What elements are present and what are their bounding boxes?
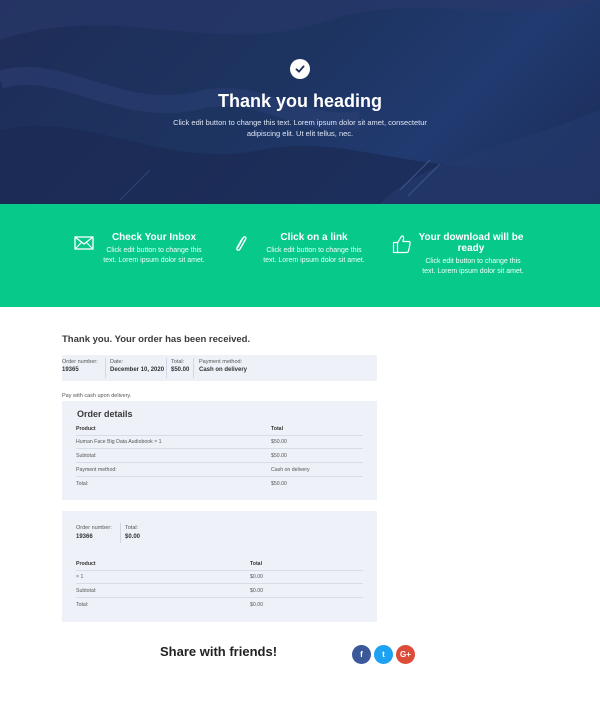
share-heading: Share with friends!: [160, 644, 278, 659]
order-number-value: 19365: [62, 367, 79, 373]
facebook-icon: f: [360, 650, 363, 659]
order-date-cell: [110, 359, 164, 378]
divider: [105, 358, 106, 378]
row-value: $50.00: [271, 439, 287, 445]
order-date-value: December 10, 2020: [110, 367, 165, 373]
order-summary-bar: [62, 355, 377, 381]
table-row: [76, 478, 363, 491]
order-details-panel: [62, 401, 377, 500]
order-number-label: Order number:: [76, 525, 112, 531]
row-value: $50.00: [271, 481, 287, 487]
order-total-cell: [125, 524, 140, 542]
row-value: Cash on delivery: [271, 467, 310, 473]
row-label[interactable]: Human Face Big Data Audiobook × 1: [76, 439, 162, 445]
row-value: $0.00: [250, 588, 263, 594]
column-header-total: Total: [250, 561, 263, 567]
checkmark-icon: [290, 59, 310, 79]
order-number-cell: [76, 524, 112, 542]
thumbs-up-icon: [392, 234, 412, 254]
payment-method-label: Payment method:: [199, 359, 243, 365]
hero-heading: Thank you heading: [217, 91, 382, 111]
row-value: $50.00: [271, 453, 287, 459]
row-value: $0.00: [250, 602, 263, 608]
feature-title: Your download will be ready: [418, 232, 524, 254]
order-total-label: Total:: [171, 359, 185, 365]
facebook-share-button[interactable]: [352, 645, 371, 664]
table-row: [76, 571, 363, 584]
feature-title: Check Your Inbox: [111, 232, 197, 243]
column-header-product: Product: [76, 426, 96, 432]
hero-section: [0, 0, 600, 204]
order-received-heading: Thank you. Your order has been received.: [62, 334, 251, 345]
table-header-row: [76, 423, 363, 436]
features-band: [0, 204, 600, 307]
column-header-total: Total: [271, 426, 284, 432]
google-plus-share-button[interactable]: [396, 645, 415, 664]
order-number-value: 19366: [76, 534, 93, 540]
divider: [193, 358, 194, 378]
twitter-share-button[interactable]: [374, 645, 393, 664]
order-date-label: Date:: [110, 359, 124, 365]
feature-text: Click edit button to change this text. Lorem ipsum dolor sit amet.: [263, 247, 365, 264]
row-label: × 1: [76, 574, 84, 580]
order-details-title: Order details: [77, 409, 133, 419]
hero-text: Click edit button to change this text. Lorem ipsum dolor sit amet, consectetur adipiscing elit. Ut elit tellus, nec.: [173, 118, 427, 138]
table-row: [76, 450, 363, 463]
order-total-cell: [171, 359, 189, 378]
row-label: Payment method:: [76, 467, 117, 473]
table-header-row: [76, 558, 363, 571]
payment-note: Pay with cash upon delivery.: [62, 393, 132, 399]
divider: [166, 358, 167, 378]
twitter-icon: t: [382, 650, 385, 659]
row-value: $0.00: [250, 574, 263, 580]
payment-method-cell: [199, 359, 247, 378]
row-label: Subtotal:: [76, 453, 97, 459]
feature-title: Click on a link: [280, 232, 348, 243]
feature-text: Click edit button to change this text. Lorem ipsum dolor sit amet.: [422, 258, 524, 275]
order-number-label: Order number:: [62, 359, 98, 365]
row-label: Total:: [76, 602, 89, 608]
row-label: Total:: [76, 481, 89, 487]
table-row: [76, 464, 363, 477]
table-row: [76, 585, 363, 598]
divider: [120, 523, 121, 543]
column-header-product: Product: [76, 561, 96, 567]
row-label: Subtotal:: [76, 588, 97, 594]
second-order-panel: [62, 511, 377, 622]
feature-text: Click edit button to change this text. Lorem ipsum dolor sit amet.: [103, 247, 205, 264]
order-total-label: Total:: [125, 525, 139, 531]
table-row: [76, 436, 363, 449]
envelope-icon: [74, 236, 94, 250]
order-number-cell: [62, 359, 98, 378]
order-total-value: $0.00: [125, 534, 141, 540]
order-total-value: $50.00: [171, 367, 190, 373]
paperclip-icon: [234, 234, 248, 254]
payment-method-value: Cash on delivery: [199, 367, 248, 373]
table-row: [76, 599, 363, 612]
google-plus-icon: G+: [400, 650, 411, 659]
